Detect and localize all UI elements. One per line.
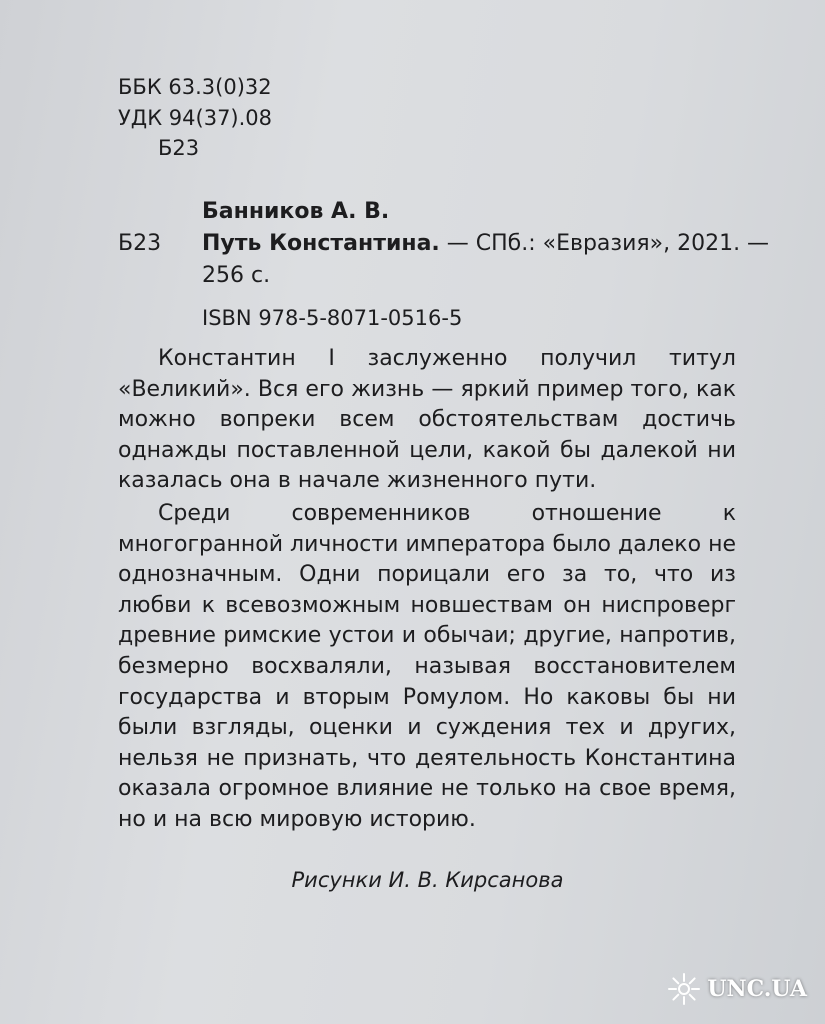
udk-code: УДК 94(37).08 <box>118 105 273 130</box>
book-title: Путь Константина. <box>202 231 440 256</box>
watermark-text: UNC.UA <box>707 976 807 1002</box>
isbn: ISBN 978-5-8071-0516-5 <box>202 306 463 330</box>
entry-code: Б23 <box>118 231 162 256</box>
annotation-paragraph: Среди современников отношение к многогранной личности императора было далеко не однозначным. Одни порицали его за то, что из любви к всевозможным новшествам он ниспроверг древние римские устои и обычаи; другие, напротив, безмерно восхваляли, называя восстановителем государства и вторым Ромулом. Но каковы бы ни были взгляды, оценки и суждения тех и других, нельзя не признать, что деятельность Константина оказала огромное влияние не только на свое время, но и на всю мировую историю. <box>118 500 736 832</box>
page-count: 256 с. <box>202 263 271 288</box>
annotation <box>118 344 736 836</box>
author-sign: Б23 <box>158 136 200 160</box>
bbk-code: ББК 63.3(0)32 <box>118 75 272 99</box>
watermark <box>667 972 807 1006</box>
author-name: Банников А. В. <box>202 199 390 224</box>
catalog-entry <box>118 196 770 334</box>
illustrations-credit: Рисунки И. В. Кирсанова <box>291 868 564 892</box>
publication-info: — СПб.: «Евразия», 2021. — <box>439 231 770 256</box>
classification-codes <box>118 72 272 164</box>
annotation-paragraph: Константин I заслуженно получил титул «Великий». Вся его жизнь — яркий пример того, как можно вопреки всем обстоятельствам достичь однажды поставленной цели, какой бы далекой ни казалась она в начале жизненного пути. <box>118 346 736 494</box>
sunburst-icon <box>667 972 701 1006</box>
